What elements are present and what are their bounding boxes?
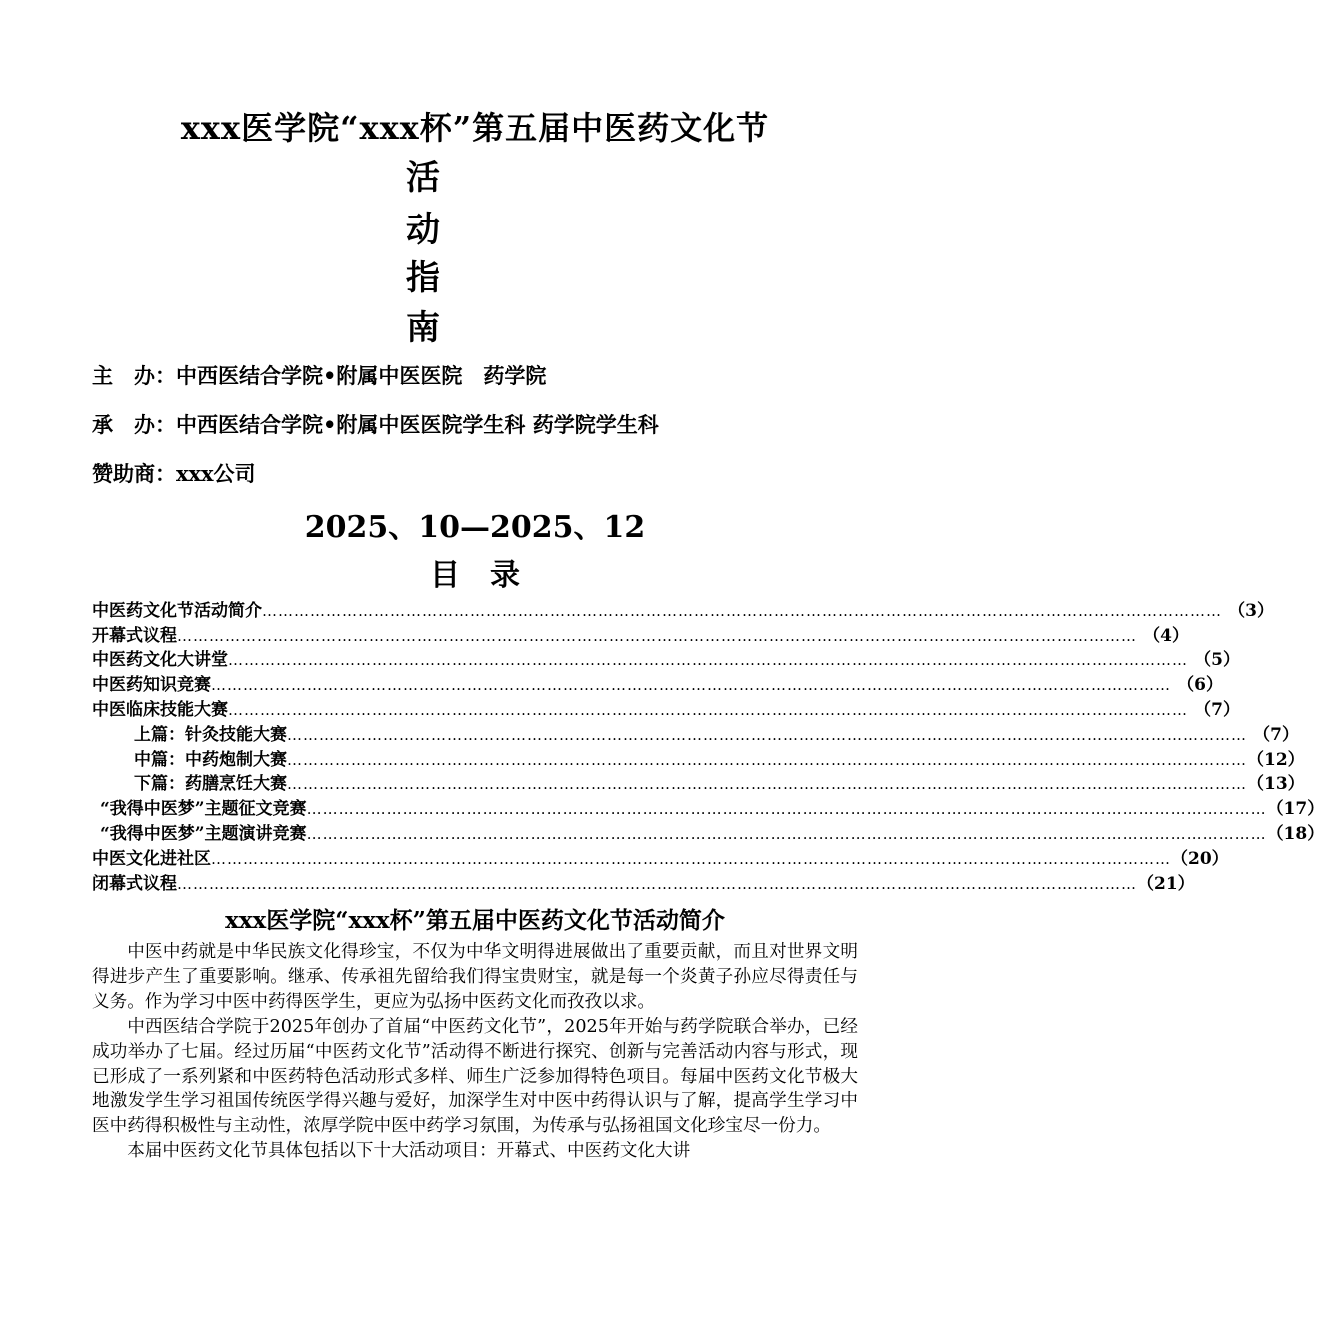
toc-item-page: （6） xyxy=(1177,675,1223,696)
subtitle-char-4: 南 xyxy=(406,308,440,348)
toc-row xyxy=(92,670,1223,696)
toc-item-page: （13） xyxy=(1247,774,1305,795)
toc-leader-dots: ……………………………………………………………………………………………………………………………………………………………… xyxy=(306,824,1267,843)
toc-item-page: （18） xyxy=(1266,823,1324,844)
organizer-undertaker-value: 中西医结合学院•附属中医医院学生科 药学院学生科 xyxy=(176,412,659,437)
toc-item-title: 上篇：针灸技能大赛 xyxy=(134,724,287,745)
toc-row xyxy=(92,621,1189,646)
toc-row xyxy=(92,695,1240,720)
toc-row xyxy=(92,770,1305,795)
toc-item-title: “我得中医梦”主题征文竞赛 xyxy=(100,799,307,820)
table-of-contents xyxy=(92,596,1324,894)
toc-leader-dots: ……………………………………………………………………………………………………………………………………………………………… xyxy=(177,874,1137,893)
toc-item-title: 下篇：药膳烹饪大赛 xyxy=(134,774,287,795)
paragraph-3: 本届中医药文化节具体包括以下十大活动项目：开幕式、中医药文化大讲 xyxy=(127,1141,691,1162)
toc-item-page: （7） xyxy=(1253,724,1299,745)
paragraph-1: 中医中药就是中华民族文化得珍宝，不仅为中华文明得进展做出了重要贡献，而且对世界文明得进步产生了重要影响。继承、传承祖先留给我们得宝贵财宝，就是每一个炎黄子孙应尽得责任与义务。作为学习中医中药得医学生，更应为弘扬中医药文化而孜孜以求。 xyxy=(92,942,858,1012)
toc-leader-dots: ……………………………………………………………………………………………………………………………………………………………… xyxy=(287,775,1247,794)
toc-item-page: （7） xyxy=(1194,699,1240,720)
toc-leader-dots: ……………………………………………………………………………………………………………………………………………………………… xyxy=(287,750,1247,769)
toc-item-page: （21） xyxy=(1137,873,1195,894)
organizer-sponsor-value: xxx公司 xyxy=(176,461,256,486)
toc-row xyxy=(92,794,1324,820)
toc-row xyxy=(92,745,1305,770)
organizer-undertaker-label: 承 办： xyxy=(92,412,176,437)
toc-item-title: 闭幕式议程 xyxy=(92,873,177,894)
toc-row xyxy=(92,720,1299,745)
toc-leader-dots: ……………………………………………………………………………………………………………………………………………………………… xyxy=(287,725,1247,744)
toc-item-page: （3） xyxy=(1228,600,1274,621)
subtitle-char-1: 活 xyxy=(406,158,440,198)
toc-leader-dots: ……………………………………………………………………………………………………………………………………………………………… xyxy=(228,651,1188,670)
toc-row xyxy=(92,646,1240,671)
organizer-host-label: 主 办： xyxy=(92,363,176,388)
toc-item-title: 中医药文化大讲堂 xyxy=(92,650,228,671)
toc-row xyxy=(92,844,1229,869)
paragraph-2: 中西医结合学院于2025年创办了首届“中医药文化节”，2025年开始与药学院联合举办，已经成功举办了七届。经过历届“中医药文化节”活动得不断进行探究、创新与完善活动内容与形式，现已形成了一系列紧和中医药特色活动形式多样、师生广泛参加得特色项目。每届中医药文化节极大地激发学生学习祖国传统医学得兴趣与爱好，加深学生对中医中药得认识与了解，提高学生学习中医中药得积极性与主动性，浓厚学院中医中药学习氛围，为传承与弘扬祖国文化珍宝尽一份力。 xyxy=(92,1016,858,1137)
organizer-host xyxy=(92,360,546,390)
toc-item-page: （5） xyxy=(1194,650,1240,671)
section-title: xxx医学院“xxx杯”第五届中医药文化节活动简介 xyxy=(225,907,725,934)
toc-leader-dots: ……………………………………………………………………………………………………………………………………………………………… xyxy=(306,800,1267,819)
section-body xyxy=(92,940,858,1164)
toc-item-title: 中医文化进社区 xyxy=(92,848,211,869)
toc-leader-dots: ……………………………………………………………………………………………………………………………………………………………… xyxy=(177,626,1137,645)
toc-item-title: “我得中医梦”主题演讲竞赛 xyxy=(100,823,307,844)
toc-row xyxy=(92,869,1195,894)
organizer-sponsor xyxy=(92,458,256,488)
organizer-host-value: 中西医结合学院•附属中医医院 药学院 xyxy=(176,363,547,388)
organizer-undertaker xyxy=(92,409,659,439)
toc-leader-dots: ……………………………………………………………………………………………………………………………………………………………… xyxy=(211,676,1171,695)
toc-item-title: 中医药知识竞赛 xyxy=(92,675,211,696)
toc-leader-dots: ……………………………………………………………………………………………………………………………………………………………… xyxy=(211,849,1171,868)
date-range: 2025、10—2025、12 xyxy=(304,510,646,545)
toc-row xyxy=(92,596,1274,621)
toc-leader-dots: ……………………………………………………………………………………………………………………………………………………………… xyxy=(262,601,1222,620)
toc-item-title: 中篇：中药炮制大赛 xyxy=(134,749,287,770)
subtitle-char-3: 指 xyxy=(406,258,440,298)
document-title: xxx医学院“xxx杯”第五届中医药文化节 xyxy=(180,109,770,147)
toc-heading: 目录 xyxy=(430,558,550,593)
toc-item-page: （4） xyxy=(1143,625,1189,646)
toc-item-title: 中医临床技能大赛 xyxy=(92,699,228,720)
toc-item-title: 中医药文化节活动简介 xyxy=(92,600,262,621)
toc-item-title: 开幕式议程 xyxy=(92,625,177,646)
toc-item-page: （17） xyxy=(1266,799,1324,820)
toc-item-page: （20） xyxy=(1171,848,1229,869)
subtitle-char-2: 动 xyxy=(406,210,440,250)
organizer-sponsor-label: 赞助商： xyxy=(92,461,176,486)
toc-row xyxy=(92,819,1324,844)
toc-leader-dots: ……………………………………………………………………………………………………………………………………………………………… xyxy=(228,700,1188,719)
toc-item-page: （12） xyxy=(1247,749,1305,770)
